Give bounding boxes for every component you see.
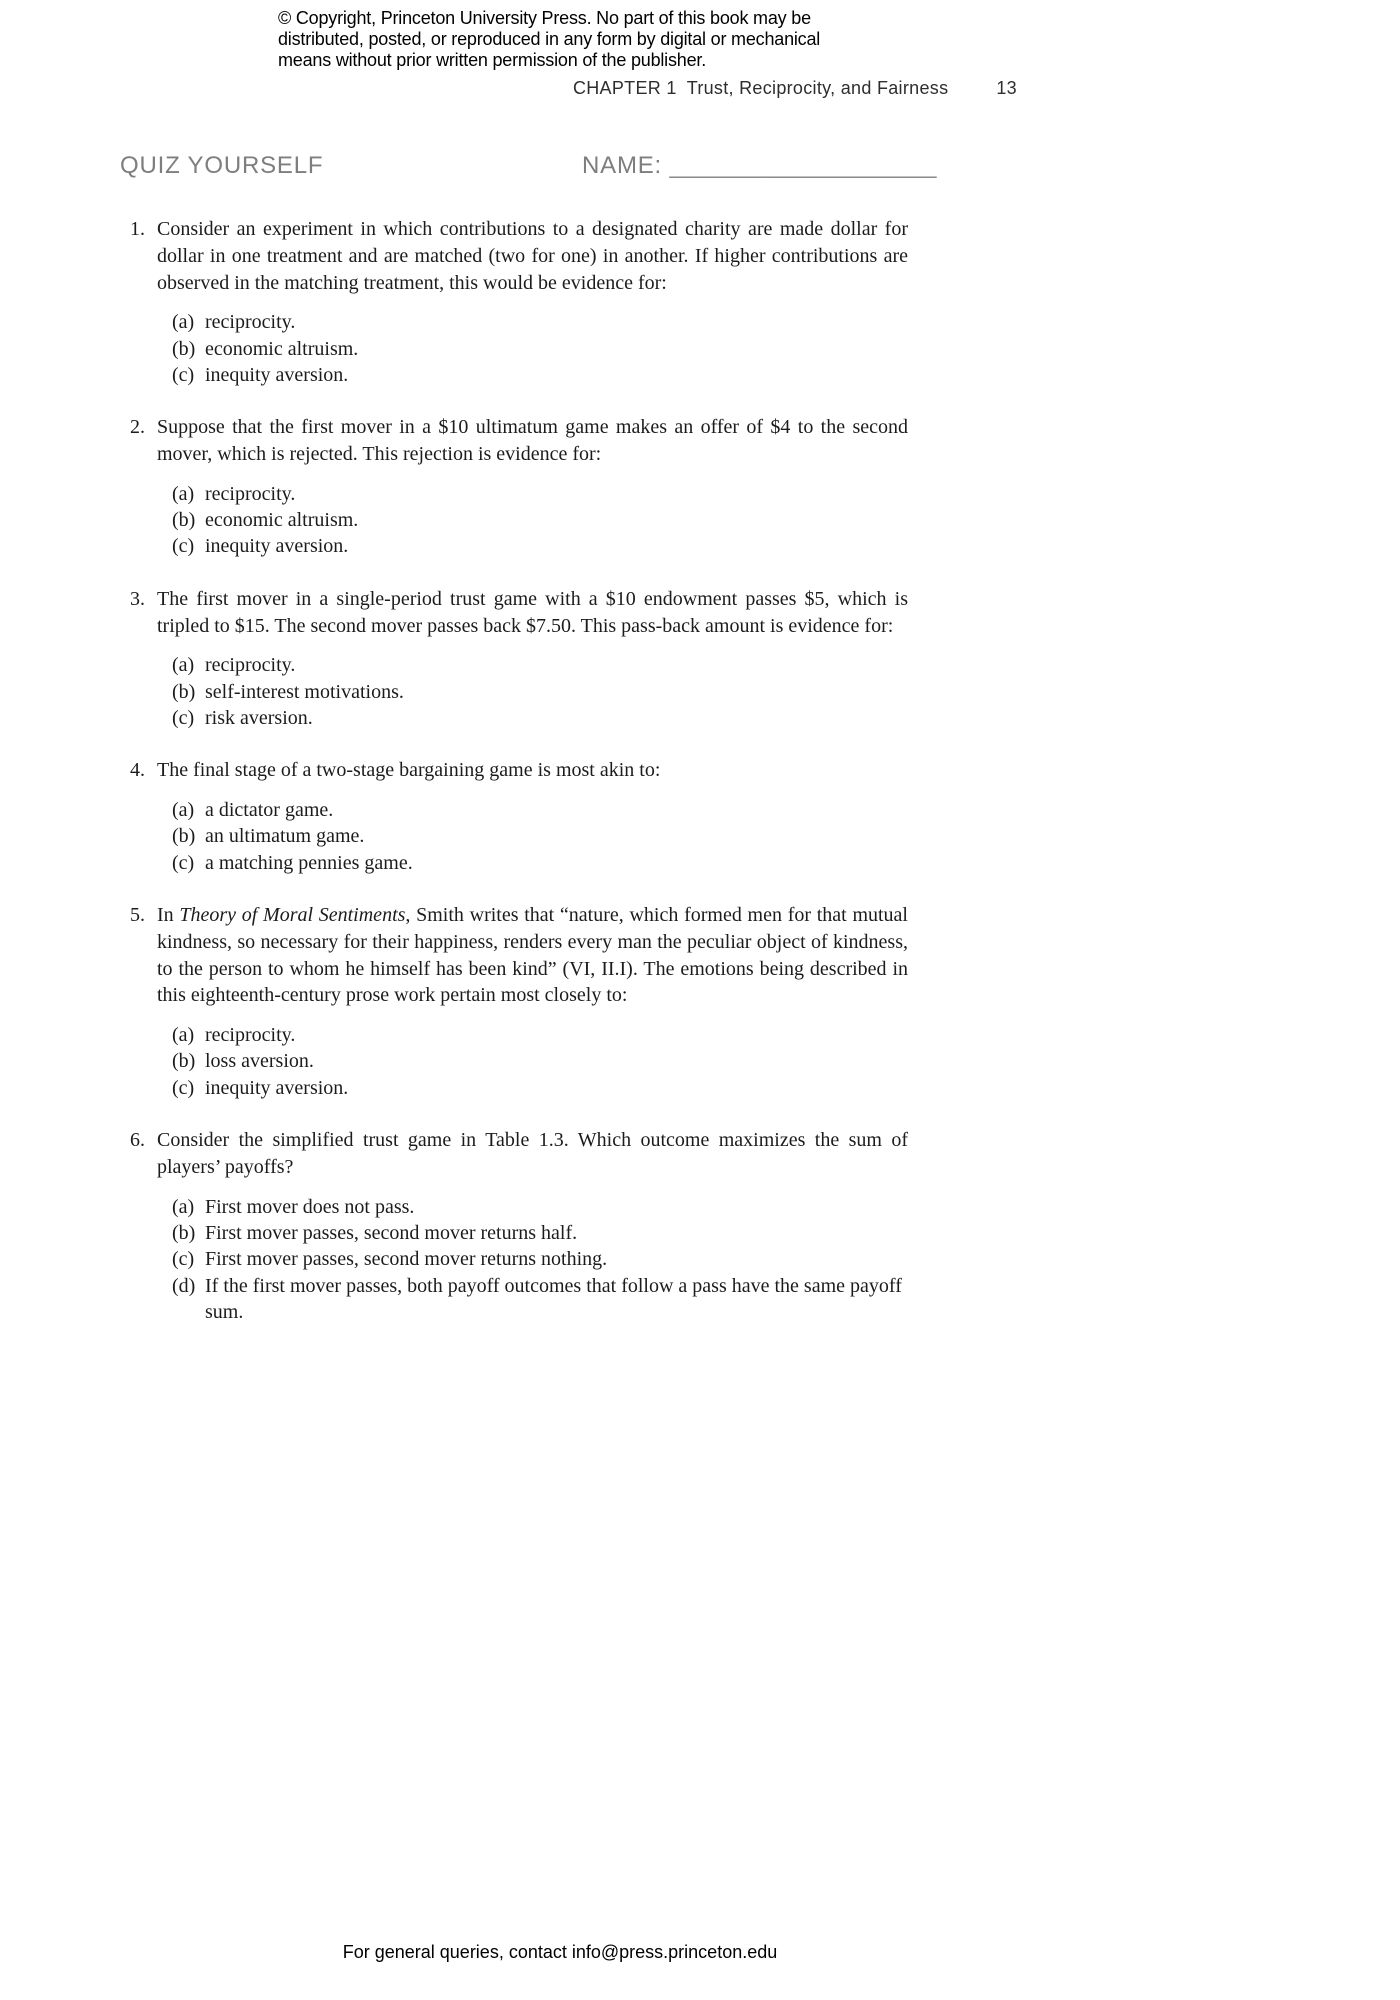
option-label: (a) [172,1024,195,1047]
option-label: (d) [172,1274,196,1297]
option-label: (c) [172,535,195,558]
option-text: reciprocity. [205,482,296,505]
chapter-label: CHAPTER 1 [572,78,677,98]
options-list [130,1022,908,1101]
option-text: inequity aversion. [205,1076,349,1099]
chapter-title: Trust, Reciprocity, and Fairness [686,78,949,98]
option-item [130,336,908,362]
option-text: a dictator game. [205,799,334,822]
question-text-segment: Consider the simplified trust game in Table 1.3. Which outcome maximizes the sum of players’ payoffs? [157,1129,908,1178]
question-number: 2. [130,416,145,439]
option-text: loss aversion. [205,1050,314,1073]
question-number: 6. [130,1129,145,1152]
option-item [130,1048,908,1074]
option-item [130,362,908,388]
option-item [130,1273,908,1326]
question-item [130,757,908,876]
option-item [130,705,908,731]
option-item [130,309,908,335]
option-item [130,507,908,533]
question-text-italic-segment: Theory of Moral Sentiments [179,903,406,926]
question-text-segment: Suppose that the first mover in a $10 ultimatum game makes an offer of $4 to the second mover, which is rejected. This rejection is evidence for: [157,416,908,466]
option-text: economic altruism. [205,337,359,360]
question-list [130,216,908,1325]
question-text [157,1127,908,1181]
option-item [130,481,908,507]
option-item [130,1246,908,1272]
question-number: 1. [130,218,145,240]
option-item [130,533,908,559]
option-label: (b) [172,1221,196,1244]
option-label: (b) [172,1050,196,1073]
question-text-segment: The final stage of a two-stage bargaining game is most akin to: [157,759,661,782]
options-list [130,797,908,876]
question-item [130,216,908,388]
quiz-heading: QUIZ YOURSELF [120,152,324,179]
question-text-segment: Consider an experiment in which contributions to a designated charity are made dollar for dollar in one treatment and are matched (two for one) in another. If higher contributions are observed in the matching treatment, this would be evidence for: [157,218,908,294]
chapter-header [100,78,1017,99]
option-text: inequity aversion. [205,535,349,558]
name-label: NAME: [582,152,663,179]
option-label: (a) [172,1195,195,1218]
name-blank: ____________________ [669,152,937,179]
option-text: First mover passes, second mover returns half. [205,1221,578,1244]
option-item [130,823,908,849]
option-text: inequity aversion. [205,363,349,386]
option-label: (b) [172,509,196,532]
options-list [130,652,908,731]
option-text: self-interest motivations. [205,680,404,703]
options-list [130,309,908,388]
option-item [130,652,908,678]
option-label: (c) [172,851,195,874]
copyright-line-3: means without prior written permission of the publisher. [278,50,707,70]
question-text-segment: , Smith writes that “nature, which formed men for that mutual kindness, so necessary for their happiness, renders every man the peculiar object of kindness, to the person to whom he himself has been kind” (VI, II.I). The emotions being described in this eighteenth-century prose work pertain most closely to: [157,903,908,1007]
option-label: (a) [172,654,195,677]
question-number: 5. [130,903,145,926]
option-item [130,679,908,705]
question-item [130,1127,908,1325]
question-number: 4. [130,759,145,782]
option-item [130,797,908,823]
option-text: risk aversion. [205,706,313,729]
option-label: (a) [172,799,195,822]
option-item [130,1194,908,1220]
option-text: reciprocity. [205,1024,296,1047]
option-label: (b) [172,680,196,703]
option-text: First mover passes, second mover returns nothing. [205,1248,608,1271]
question-text [157,216,908,296]
option-text: If the first mover passes, both payoff outcomes that follow a pass have the same payoff sum. [205,1274,902,1323]
option-text: an ultimatum game. [205,825,365,848]
question-text [157,414,908,468]
options-list [130,1194,908,1325]
question-text [157,757,908,784]
question-item [130,414,908,559]
question-text-segment: The first mover in a single-period trust game with a $10 endowment passes $5, which is tripled to $15. The second mover passes back $7.50. This pass-back amount is evidence for: [157,587,908,637]
question-item [130,586,908,731]
question-text-segment: In [157,903,180,926]
option-label: (b) [172,337,196,360]
option-text: a matching pennies game. [205,851,413,874]
question-text [157,902,908,1009]
option-item [130,1220,908,1246]
option-item [130,1075,908,1101]
option-label: (c) [172,706,195,729]
question-number: 3. [130,587,145,610]
option-text: economic altruism. [205,509,359,532]
name-field [582,152,936,180]
option-label: (c) [172,1076,195,1099]
copyright-line-1: © Copyright, Princeton University Press. No part of this book may be [278,8,811,28]
option-item [130,1022,908,1048]
page-number: 13 [996,78,1017,98]
option-text: reciprocity. [205,311,296,334]
question-text [157,586,908,640]
option-text: First mover does not pass. [205,1195,415,1218]
copyright-notice [278,8,820,71]
option-label: (b) [172,825,196,848]
option-label: (c) [172,363,195,386]
option-label: (a) [172,482,195,505]
option-item [130,850,908,876]
options-list [130,481,908,560]
option-label: (c) [172,1248,195,1271]
question-item [130,902,908,1101]
option-label: (a) [172,311,195,334]
copyright-line-2: distributed, posted, or reproduced in any form by digital or mechanical [278,29,821,49]
footer-contact: For general queries, contact info@press.princeton.edu [342,1942,778,1962]
option-text: reciprocity. [205,654,296,677]
